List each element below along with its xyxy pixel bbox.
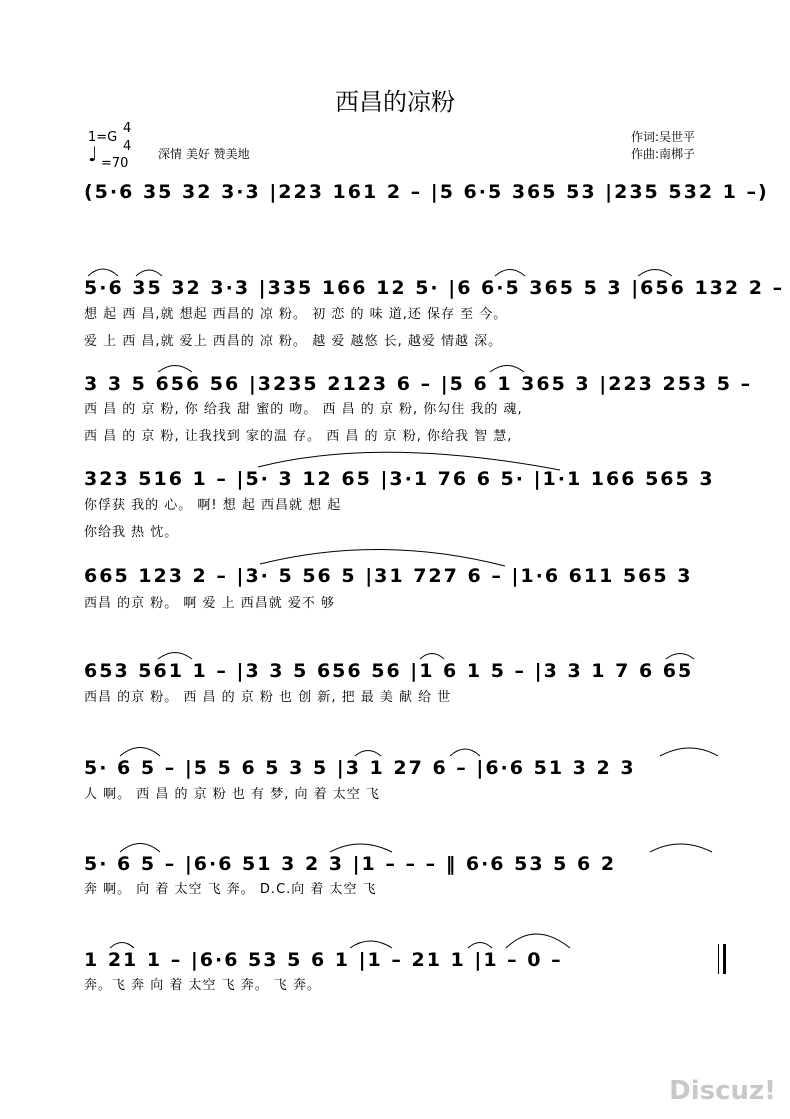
slur [660, 748, 718, 756]
lyrics-row-4-verse-2: 你给我 热 忱。 [84, 525, 179, 540]
slur [355, 751, 381, 757]
time-signature-bottom: 4 [123, 139, 132, 154]
lyrics-row-6-verse-1: 西昌 的京 粉。 西 昌 的 京 粉 也 创 新, 把 最 美 献 给 世 [84, 690, 452, 705]
expression-marking: 深情 美好 赞美地 [158, 147, 250, 161]
slur [650, 844, 712, 852]
lyrics-row-3-verse-1: 西 昌 的 京 粉, 你 给我 甜 蜜的 吻。 西 昌 的 京 粉, 你勾住 我的 魂, [84, 402, 523, 417]
notation-row-1: (5·6 35 32 3·3 |223 161 2 – |5 6·5 365 53 |235 532 1 –) [84, 181, 769, 203]
composer-credit: 作曲:南梆子 [631, 147, 696, 161]
lyrics-row-8-verse-1: 奔 啊。 向 着 太空 飞 奔。 D.C.向 着 太空 飞 [84, 882, 377, 897]
slur [420, 654, 444, 660]
lyrics-row-4-verse-1: 你俘获 我的 心。 啊! 想 起 西昌就 想 起 [84, 498, 342, 513]
slur [468, 943, 492, 949]
notation-row-3: 3 3 5 656 56 |3235 2123 6 – |5 6 1 365 3 |223 253 5 – [84, 373, 753, 395]
notation-row-9: 1 21 1 – |6·6 53 5 6 1 |1 – 21 1 |1 – 0 – [84, 949, 563, 971]
lyrics-row-9-verse-1: 奔。飞 奔 向 着 太空 飞 奔。 飞 奔。 [84, 978, 322, 993]
notation-row-8: 5· 6 5 – |6·6 51 3 2 3 |1 – – – ‖ 6·6 53 5 6 2 [84, 853, 617, 875]
slur [450, 749, 480, 756]
slur [158, 653, 192, 660]
tempo-marking: =70 [101, 156, 129, 171]
notation-row-5: 665 123 2 – |3· 5 56 5 |31 727 6 – |1·6 611 565 3 [84, 565, 693, 587]
slur [110, 943, 134, 949]
slur [158, 366, 192, 373]
quarter-note-icon: ♩ [88, 142, 98, 166]
slur [350, 941, 392, 948]
slur [330, 844, 392, 852]
notation-row-2: 5·6 35 32 3·3 |335 166 12 5· |6 6·5 365 5 3 |656 132 2 – [84, 277, 785, 299]
slur [490, 366, 524, 373]
page-title: 西昌的凉粉 [335, 88, 455, 116]
notation-row-4: 323 516 1 – |5· 3 12 65 |3·1 76 6 5· |1·1 166 565 3 [84, 468, 715, 490]
slur [88, 269, 118, 276]
slur [638, 270, 672, 277]
slur [258, 452, 560, 470]
lyrics-row-3-verse-2: 西 昌 的 京 粉, 让我找到 家的温 存。 西 昌 的 京 粉, 你给我 智 慧, [84, 429, 513, 444]
slur [260, 549, 505, 566]
slur [506, 934, 570, 948]
notation-row-7: 5· 6 5 – |5 5 6 5 3 5 |3 1 27 6 – |6·6 51 3 2 3 [84, 757, 636, 779]
lyricist-credit: 作词:吴世平 [631, 130, 696, 144]
slur [495, 270, 525, 277]
slur [120, 748, 160, 757]
slur [666, 654, 694, 660]
lyrics-row-2-verse-2: 爱 上 西 昌,就 爱上 西昌的 凉 粉。 越 爱 越悠 长, 越爱 情越 深。 [84, 334, 503, 349]
slur [136, 270, 162, 276]
slur [120, 844, 160, 853]
lyrics-row-5-verse-1: 西昌 的京 粉。 啊 爱 上 西昌就 爱不 够 [84, 596, 336, 611]
lyrics-row-7-verse-1: 人 啊。 西 昌 的 京 粉 也 有 梦, 向 着 太空 飞 [84, 787, 380, 802]
time-signature-top: 4 [123, 121, 132, 136]
notation-row-6: 653 561 1 – |3 3 5 656 56 |1 6 1 5 – |3 3 1 7 6 65 [84, 660, 694, 682]
watermark: Discuz! [669, 1076, 776, 1106]
lyrics-row-2-verse-1: 想 起 西 昌,就 想起 西昌的 凉 粉。 初 恋 的 味 道,还 保存 至 今。 [84, 307, 508, 322]
key-signature: 1=G [88, 130, 118, 145]
